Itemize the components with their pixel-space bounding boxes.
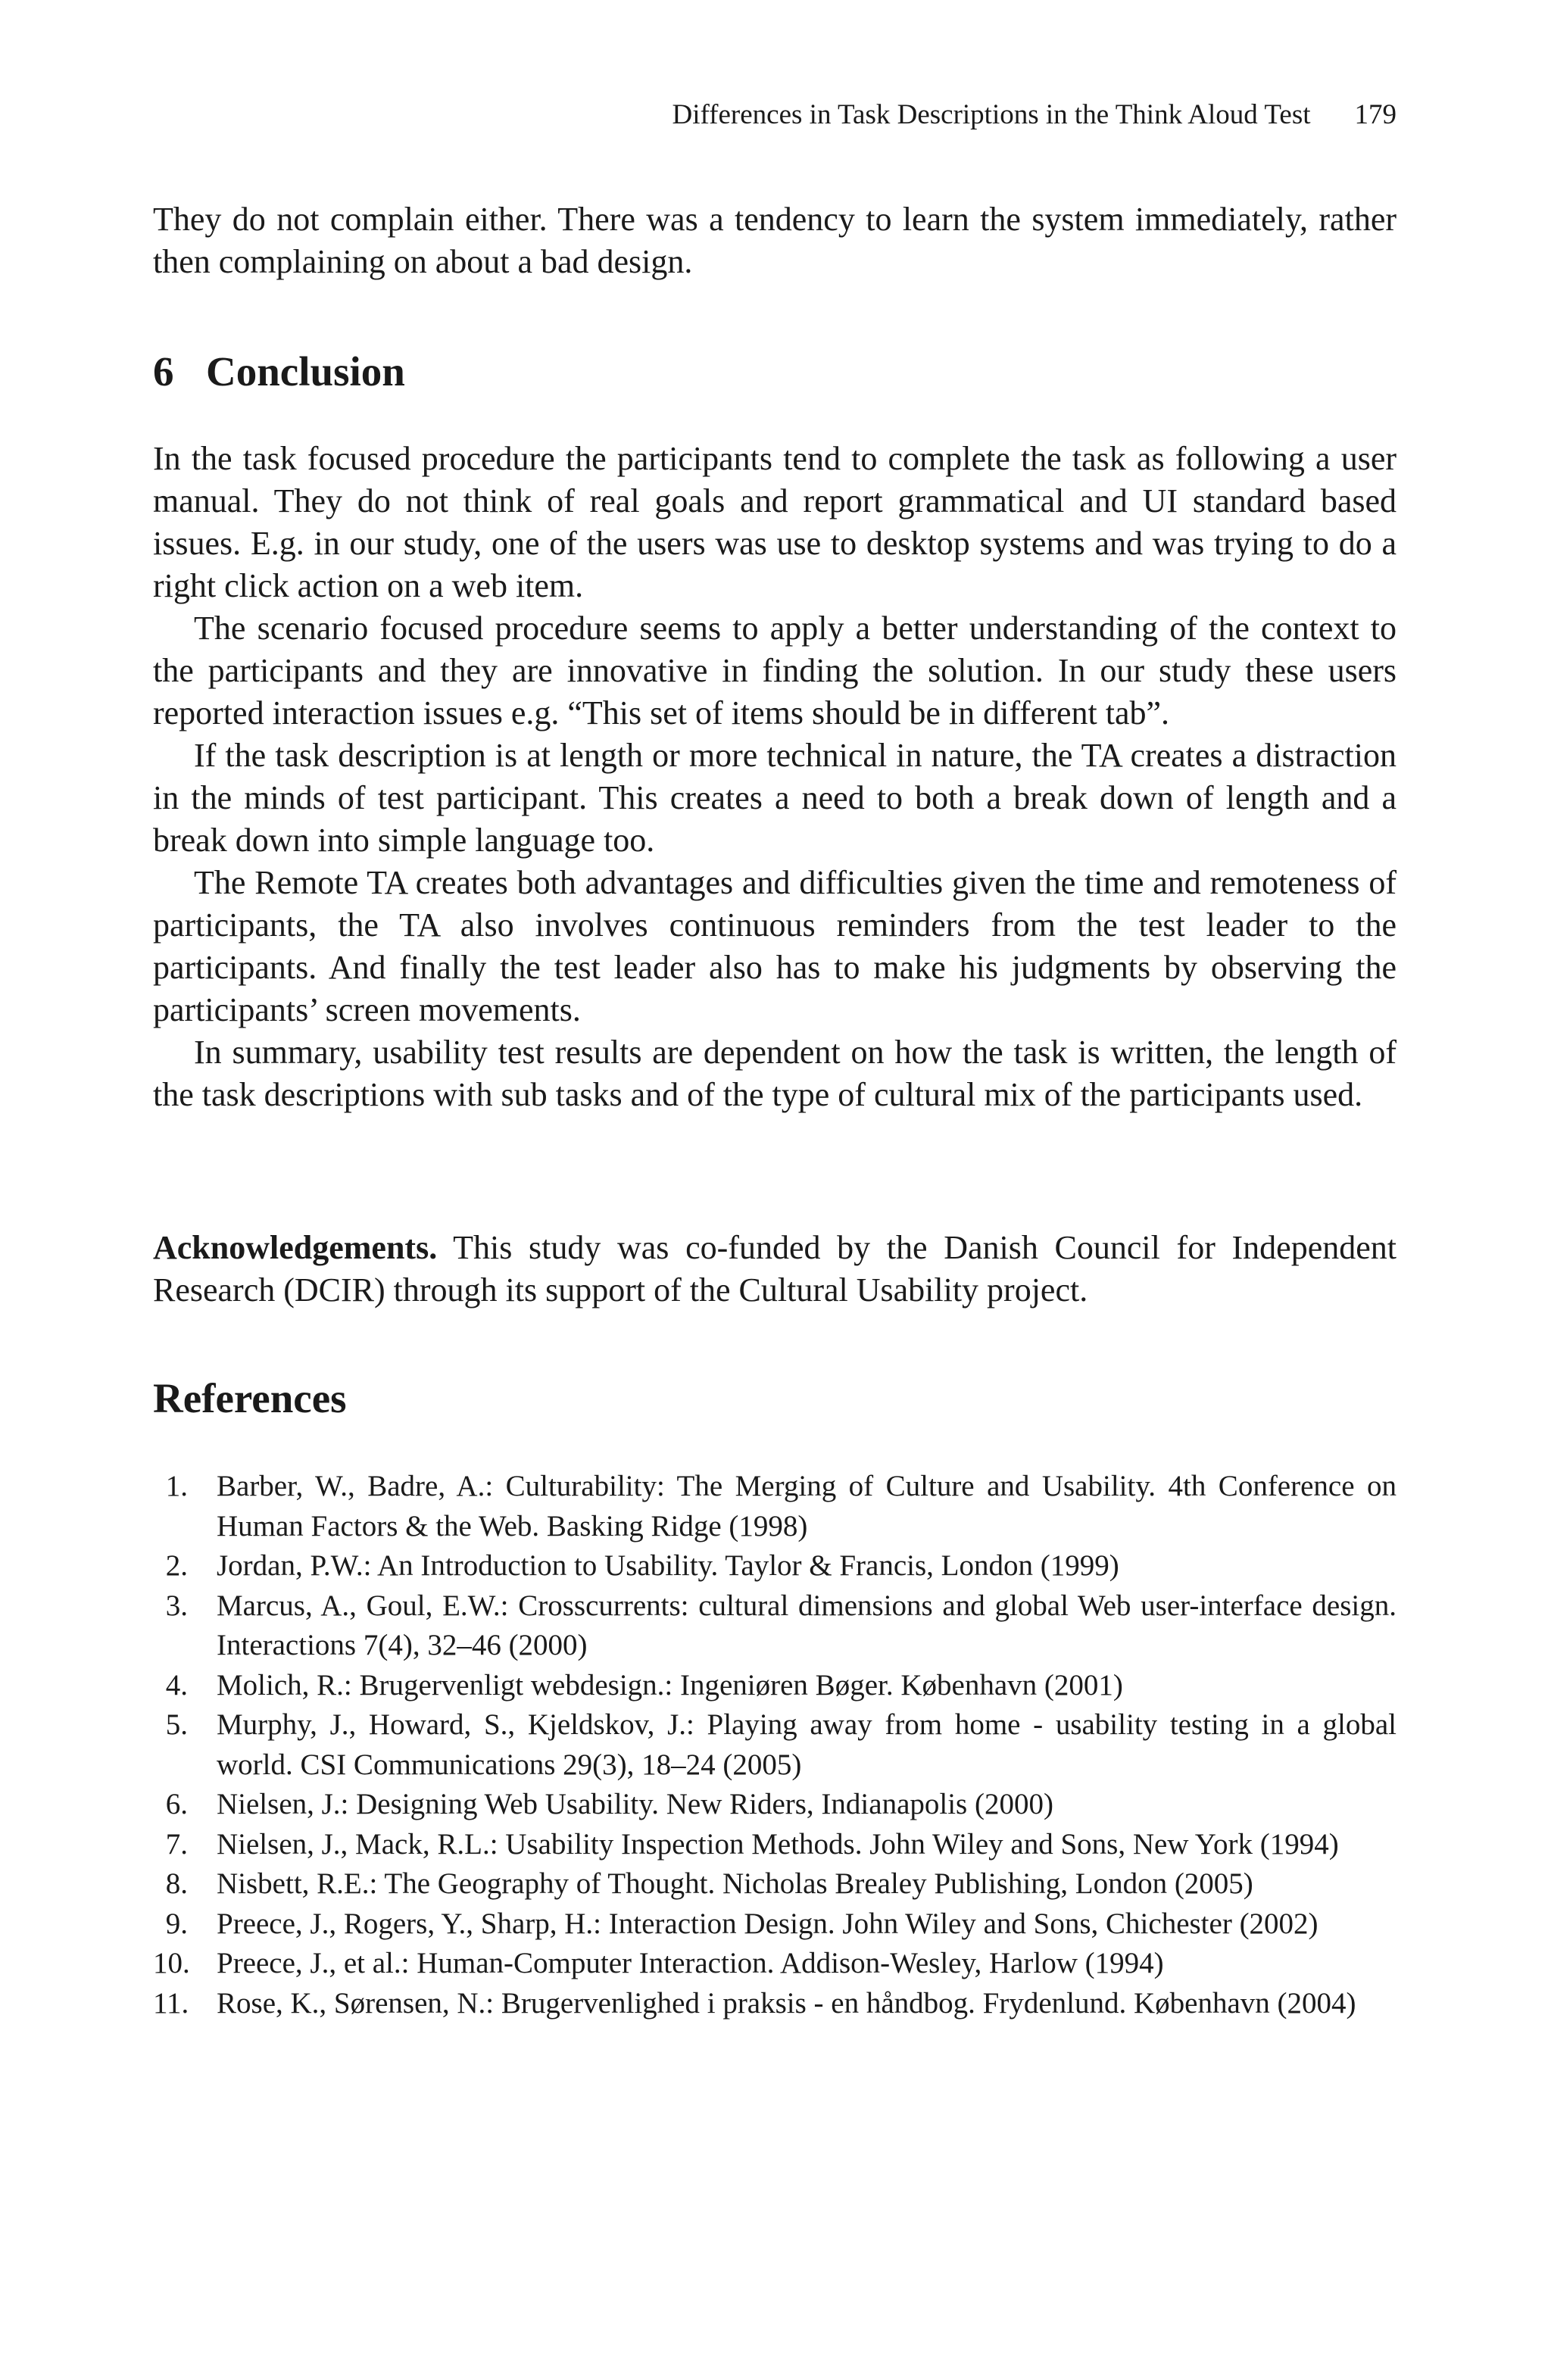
paper-page <box>153 0 1397 2380</box>
reference-item <box>153 1864 1397 1904</box>
reference-text: Nisbett, R.E.: The Geography of Thought. Nicholas Brealey Publishing, London (2005) <box>217 1867 1253 1900</box>
reference-text: Jordan, P.W.: An Introduction to Usability. Taylor & Francis, London (1999) <box>217 1549 1119 1582</box>
reference-text: Marcus, A., Goul, E.W.: Crosscurrents: cultural dimensions and global Web user-interface design. Interactions 7(4), 32–46 (2000) <box>217 1589 1397 1661</box>
reference-text: Rose, K., Sørensen, N.: Brugervenlighed i praksis - en håndbog. Frydenlund. København (2004) <box>217 1986 1356 2020</box>
page-number: 179 <box>1354 99 1397 130</box>
reference-item <box>153 1546 1397 1586</box>
reference-text: Preece, J., et al.: Human-Computer Interaction. Addison-Wesley, Harlow (1994) <box>217 1947 1164 1979</box>
intro-paragraph: They do not complain either. There was a tendency to learn the system immediately, rather then complaining on about a bad design. <box>153 201 1397 280</box>
reference-number: 8. <box>165 1867 188 1900</box>
reference-item <box>153 1944 1397 1984</box>
reference-item <box>153 1586 1397 1666</box>
reference-text: Preece, J., Rogers, Y., Sharp, H.: Interaction Design. John Wiley and Sons, Chichester (2002) <box>217 1907 1319 1940</box>
acknowledgements <box>153 1227 1397 1312</box>
conclusion-paragraph: The Remote TA creates both advantages and difficulties given the time and remoteness of participants, the TA also involves continuous reminders from the test leader to the participants. And finally the test leader also has to make his judgments by observing the participants’ screen movements. <box>153 864 1397 1028</box>
reference-number: 6. <box>165 1788 188 1820</box>
reference-item <box>153 1825 1397 1865</box>
reference-number: 5. <box>165 1708 188 1741</box>
running-header <box>153 97 1397 133</box>
reference-number: 3. <box>165 1589 188 1622</box>
references-heading: References <box>153 1375 347 1421</box>
conclusion-paragraph: If the task description is at length or more technical in nature, the TA creates a distraction in the minds of test participant. This creates a need to both a break down of length and a break down into simple language too. <box>153 737 1397 859</box>
reference-number: 4. <box>165 1668 188 1702</box>
conclusion-paragraph: The scenario focused procedure seems to apply a better understanding of the context to the participants and they are innovative in finding the solution. In our study these users reported interaction issues e.g. “This set of items should be in different tab”. <box>153 610 1397 731</box>
acknowledgements-text: This study was co-funded by the Danish Council for Independent Research (DCIR) through its support of the Cultural Usability project. <box>153 1229 1397 1309</box>
section-number: 6 <box>153 348 174 395</box>
reference-item <box>153 1705 1397 1785</box>
reference-text: Murphy, J., Howard, S., Kjeldskov, J.: Playing away from home - usability testing in a global world. CSI Communications 29(3), 18–24 (2005) <box>217 1708 1397 1781</box>
reference-number: 11. <box>153 1986 189 2020</box>
acknowledgements-label: Acknowledgements. <box>153 1229 438 1266</box>
reference-text: Nielsen, J., Mack, R.L.: Usability Inspection Methods. John Wiley and Sons, New York (1994) <box>217 1827 1339 1861</box>
running-title: Differences in Task Descriptions in the Think Aloud Test <box>672 99 1311 130</box>
conclusion-body <box>153 438 1397 1116</box>
reference-item <box>153 1467 1397 1546</box>
reference-item <box>153 1666 1397 1706</box>
section-heading <box>153 345 405 398</box>
section-title: Conclusion <box>206 348 405 395</box>
conclusion-paragraph: In summary, usability test results are dependent on how the task is written, the length of the task descriptions with sub tasks and of the type of cultural mix of the participants used. <box>153 1034 1397 1113</box>
conclusion-paragraph: In the task focused procedure the participants tend to complete the task as following a user manual. They do not think of real goals and report grammatical and UI standard based issues. E.g. in our study, one of the users was use to desktop systems and was trying to do a right click action on a web item. <box>153 440 1397 604</box>
reference-item <box>153 1904 1397 1945</box>
reference-text: Barber, W., Badre, A.: Culturability: The Merging of Culture and Usability. 4th Conference on Human Factors & the Web. Basking Ridge (1998) <box>217 1470 1397 1542</box>
reference-number: 10. <box>153 1947 190 1979</box>
reference-number: 1. <box>165 1470 188 1502</box>
reference-number: 9. <box>165 1907 188 1940</box>
reference-number: 7. <box>165 1827 188 1861</box>
references-list <box>153 1467 1397 2023</box>
reference-number: 2. <box>165 1549 188 1582</box>
reference-text: Molich, R.: Brugervenligt webdesign.: Ingeniøren Bøger. København (2001) <box>217 1668 1123 1702</box>
reference-item <box>153 1984 1397 2024</box>
reference-item <box>153 1785 1397 1825</box>
reference-text: Nielsen, J.: Designing Web Usability. New Riders, Indianapolis (2000) <box>217 1788 1053 1820</box>
